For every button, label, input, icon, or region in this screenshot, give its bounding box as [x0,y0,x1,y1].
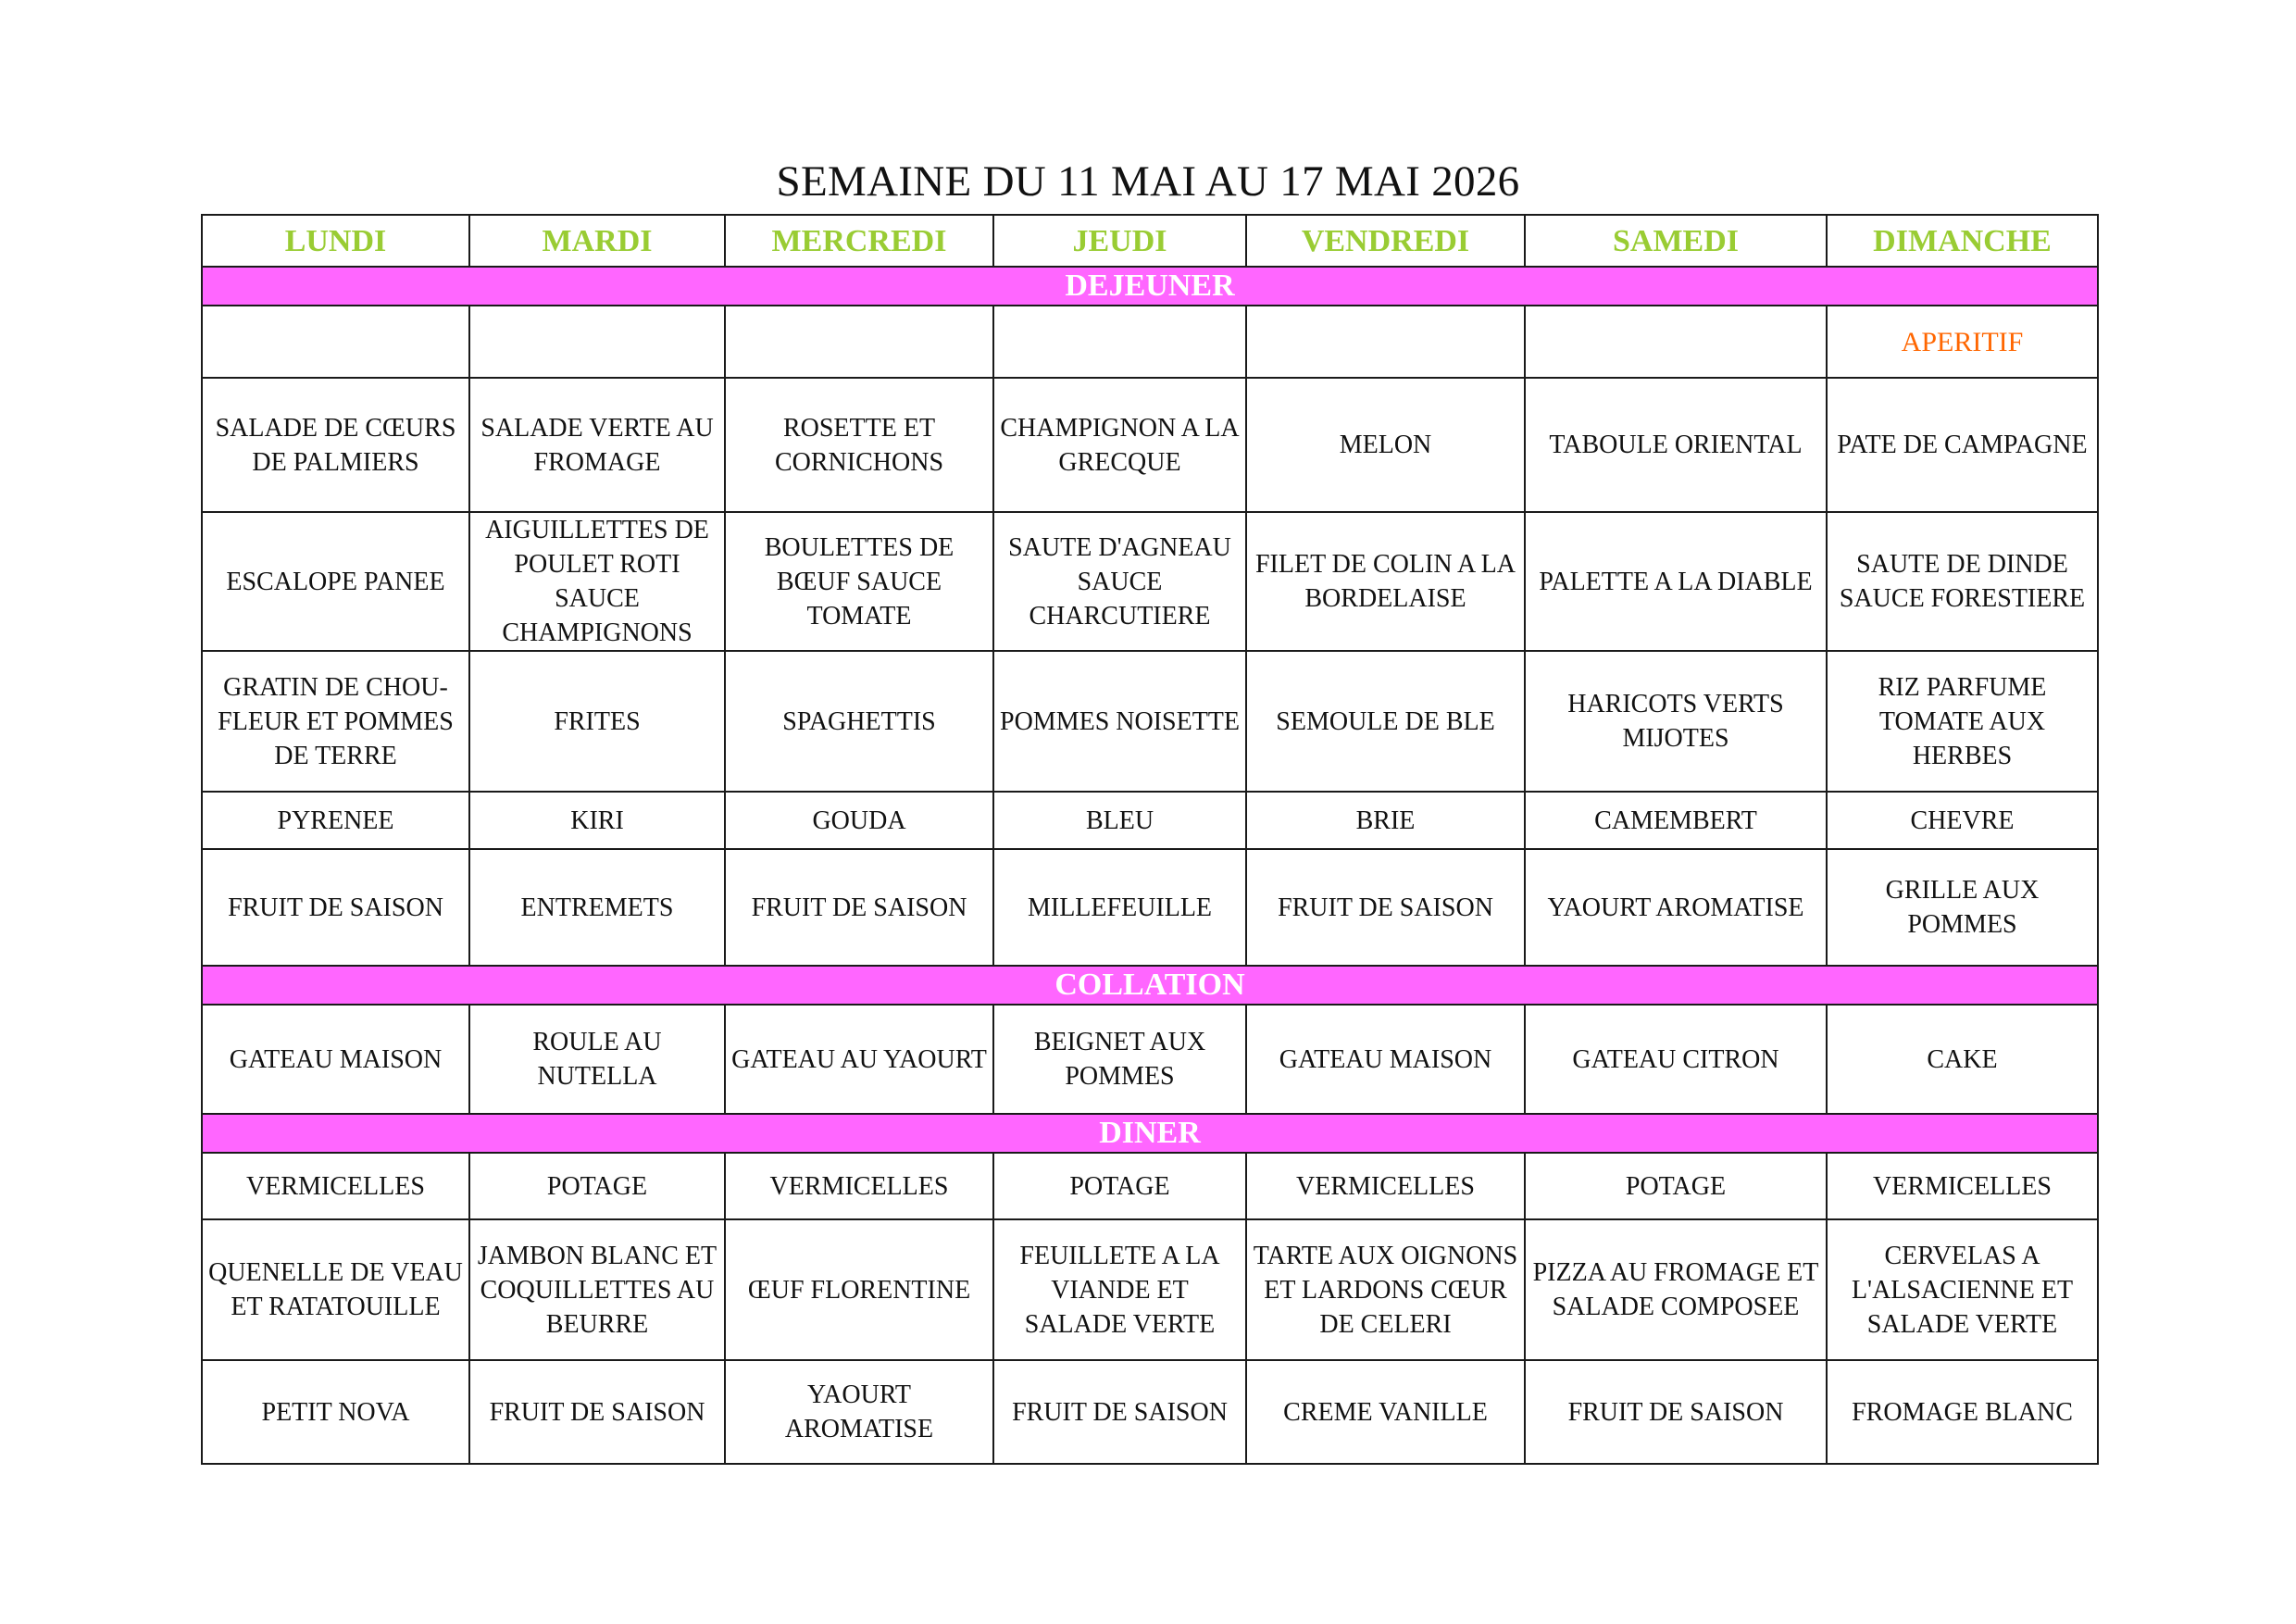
day-header-samedi: SAMEDI [1525,215,1827,267]
menu-cell-mercredi: BOULETTES DE BŒUF SAUCE TOMATE [725,512,993,651]
menu-cell-samedi: HARICOTS VERTS MIJOTES [1525,651,1827,792]
menu-cell-vendredi: BRIE [1246,792,1525,849]
menu-row [202,1360,2098,1464]
menu-cell-jeudi: FEUILLETE A LA VIANDE ET SALADE VERTE [993,1219,1246,1360]
menu-cell-mardi [469,306,725,378]
menu-body [202,267,2098,1464]
section-band-collation [202,966,2098,1005]
menu-cell-jeudi: BEIGNET AUX POMMES [993,1005,1246,1114]
menu-row [202,1153,2098,1219]
menu-cell-dimanche: GRILLE AUX POMMES [1827,849,2098,966]
menu-cell-mercredi [725,306,993,378]
menu-row [202,1005,2098,1114]
menu-cell-lundi: PYRENEE [202,792,469,849]
day-header-dimanche: DIMANCHE [1827,215,2098,267]
menu-cell-vendredi [1246,306,1525,378]
menu-cell-dimanche: VERMICELLES [1827,1153,2098,1219]
day-header-lundi: LUNDI [202,215,469,267]
menu-cell-jeudi: FRUIT DE SAISON [993,1360,1246,1464]
menu-cell-dimanche: CHEVRE [1827,792,2098,849]
menu-cell-jeudi: CHAMPIGNON A LA GRECQUE [993,378,1246,512]
menu-cell-jeudi: MILLEFEUILLE [993,849,1246,966]
section-label-diner: DINER [202,1114,2098,1153]
menu-cell-mercredi: GATEAU AU YAOURT [725,1005,993,1114]
menu-cell-dimanche: PATE DE CAMPAGNE [1827,378,2098,512]
menu-row [202,651,2098,792]
menu-cell-vendredi: FILET DE COLIN A LA BORDELAISE [1246,512,1525,651]
menu-row [202,1219,2098,1360]
day-header-mercredi: MERCREDI [725,215,993,267]
section-label-dejeuner: DEJEUNER [202,267,2098,306]
menu-cell-jeudi: BLEU [993,792,1246,849]
day-header-vendredi: VENDREDI [1246,215,1525,267]
menu-cell-samedi: GATEAU CITRON [1525,1005,1827,1114]
menu-cell-mardi: ENTREMETS [469,849,725,966]
menu-cell-jeudi: POTAGE [993,1153,1246,1219]
menu-cell-mercredi: FRUIT DE SAISON [725,849,993,966]
menu-cell-jeudi [993,306,1246,378]
menu-cell-vendredi: TARTE AUX OIGNONS ET LARDONS CŒUR DE CELERI [1246,1219,1525,1360]
menu-cell-jeudi: SAUTE D'AGNEAU SAUCE CHARCUTIERE [993,512,1246,651]
menu-cell-samedi: POTAGE [1525,1153,1827,1219]
menu-row [202,512,2098,651]
menu-row [202,306,2098,378]
section-band-dejeuner [202,267,2098,306]
menu-cell-mercredi: YAOURT AROMATISE [725,1360,993,1464]
menu-cell-mercredi: SPAGHETTIS [725,651,993,792]
menu-cell-vendredi: VERMICELLES [1246,1153,1525,1219]
day-header-row [202,215,2098,267]
menu-cell-lundi: SALADE DE CŒURS DE PALMIERS [202,378,469,512]
menu-cell-mardi: SALADE VERTE AU FROMAGE [469,378,725,512]
menu-cell-samedi: PIZZA AU FROMAGE ET SALADE COMPOSEE [1525,1219,1827,1360]
menu-cell-dimanche: FROMAGE BLANC [1827,1360,2098,1464]
menu-cell-jeudi: POMMES NOISETTE [993,651,1246,792]
menu-cell-lundi: VERMICELLES [202,1153,469,1219]
menu-cell-samedi [1525,306,1827,378]
section-band-diner [202,1114,2098,1153]
menu-cell-lundi: GRATIN DE CHOU-FLEUR ET POMMES DE TERRE [202,651,469,792]
menu-cell-mardi: AIGUILLETTES DE POULET ROTI SAUCE CHAMPIGNONS [469,512,725,651]
menu-cell-lundi: ESCALOPE PANEE [202,512,469,651]
menu-cell-lundi: QUENELLE DE VEAU ET RATATOUILLE [202,1219,469,1360]
menu-cell-lundi: GATEAU MAISON [202,1005,469,1114]
menu-cell-vendredi: MELON [1246,378,1525,512]
menu-cell-mardi: JAMBON BLANC ET COQUILLETTES AU BEURRE [469,1219,725,1360]
weekly-menu-table [201,214,2099,1465]
menu-row [202,849,2098,966]
menu-cell-mardi: POTAGE [469,1153,725,1219]
menu-cell-dimanche: CAKE [1827,1005,2098,1114]
day-header-jeudi: JEUDI [993,215,1246,267]
menu-cell-mercredi: GOUDA [725,792,993,849]
menu-cell-lundi [202,306,469,378]
aperitif-label: APERITIF [1827,306,2098,378]
menu-cell-lundi: PETIT NOVA [202,1360,469,1464]
menu-cell-mardi: FRUIT DE SAISON [469,1360,725,1464]
section-label-collation: COLLATION [202,966,2098,1005]
menu-cell-mercredi: ROSETTE ET CORNICHONS [725,378,993,512]
menu-cell-lundi: FRUIT DE SAISON [202,849,469,966]
page-title: SEMAINE DU 11 MAI AU 17 MAI 2026 [776,157,1520,206]
menu-row [202,792,2098,849]
menu-cell-dimanche: CERVELAS A L'ALSACIENNE ET SALADE VERTE [1827,1219,2098,1360]
menu-cell-dimanche: SAUTE DE DINDE SAUCE FORESTIERE [1827,512,2098,651]
menu-row [202,378,2098,512]
day-header-mardi: MARDI [469,215,725,267]
menu-cell-samedi: FRUIT DE SAISON [1525,1360,1827,1464]
menu-cell-vendredi: SEMOULE DE BLE [1246,651,1525,792]
menu-cell-mercredi: VERMICELLES [725,1153,993,1219]
menu-cell-vendredi: GATEAU MAISON [1246,1005,1525,1114]
menu-cell-dimanche: RIZ PARFUME TOMATE AUX HERBES [1827,651,2098,792]
menu-cell-samedi: PALETTE A LA DIABLE [1525,512,1827,651]
menu-cell-vendredi: CREME VANILLE [1246,1360,1525,1464]
menu-cell-samedi: YAOURT AROMATISE [1525,849,1827,966]
menu-cell-mardi: KIRI [469,792,725,849]
menu-cell-samedi: CAMEMBERT [1525,792,1827,849]
menu-cell-vendredi: FRUIT DE SAISON [1246,849,1525,966]
menu-cell-samedi: TABOULE ORIENTAL [1525,378,1827,512]
menu-cell-mardi: ROULE AU NUTELLA [469,1005,725,1114]
menu-cell-mardi: FRITES [469,651,725,792]
menu-cell-mercredi: ŒUF FLORENTINE [725,1219,993,1360]
